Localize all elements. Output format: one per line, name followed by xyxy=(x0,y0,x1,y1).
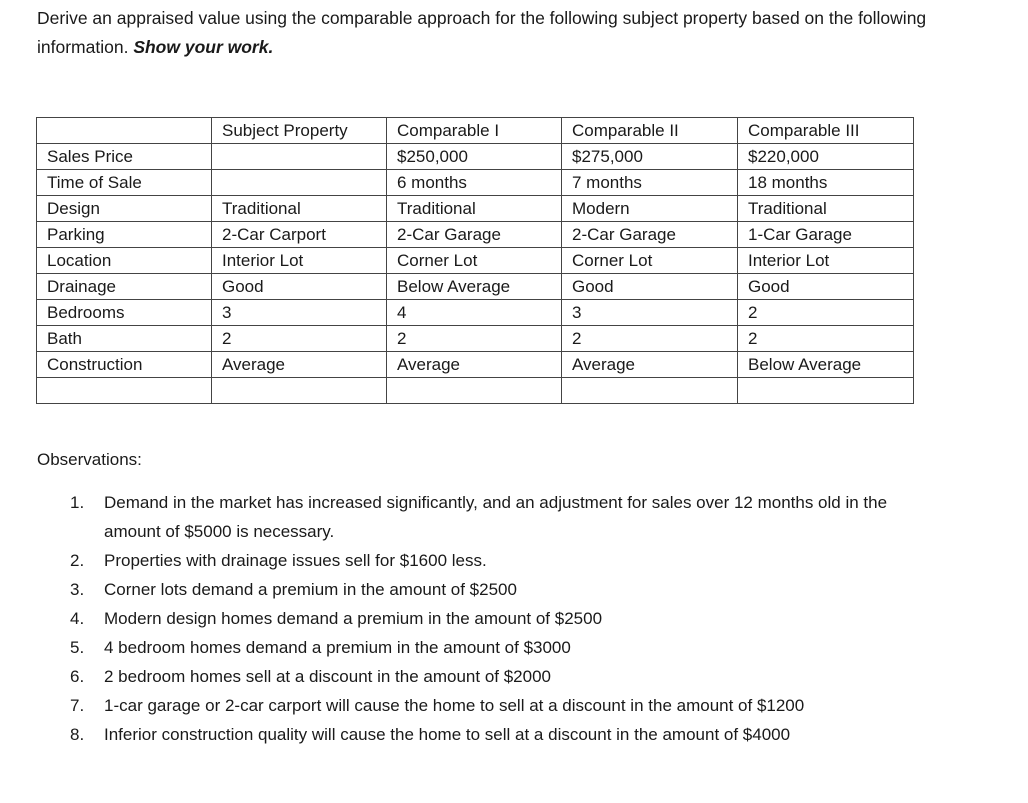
table-cell: $220,000 xyxy=(738,144,914,170)
table-header-row xyxy=(37,118,914,144)
observations-title: Observations: xyxy=(37,450,142,469)
table-cell: $275,000 xyxy=(562,144,738,170)
observation-number: 2. xyxy=(70,551,85,570)
observation-number: 5. xyxy=(70,638,85,657)
table-cell: Interior Lot xyxy=(212,248,387,274)
table-cell: Traditional xyxy=(387,196,562,222)
table-cell: 2 xyxy=(738,300,914,326)
intro-paragraph xyxy=(37,4,937,62)
observation-item xyxy=(70,575,930,604)
table-cell: Design xyxy=(37,196,212,222)
observation-item xyxy=(70,604,930,633)
table-cell: Location xyxy=(37,248,212,274)
observation-item xyxy=(70,633,930,662)
table-cell: 2-Car Garage xyxy=(562,222,738,248)
observation-number: 1. xyxy=(70,493,85,512)
table-cell: 2 xyxy=(738,326,914,352)
table-cell: 2 xyxy=(212,326,387,352)
table-row xyxy=(37,222,914,248)
observation-text: 1-car garage or 2-car carport will cause the home to sell at a discount in the amount of $1200 xyxy=(104,696,805,715)
observation-text: 2 bedroom homes sell at a discount in the amount of $2000 xyxy=(104,667,552,686)
table-row xyxy=(37,144,914,170)
table-cell xyxy=(562,378,738,404)
table-cell: 3 xyxy=(212,300,387,326)
table-cell: Bedrooms xyxy=(37,300,212,326)
table-cell: $250,000 xyxy=(387,144,562,170)
table-cell: Bath xyxy=(37,326,212,352)
table-cell: Corner Lot xyxy=(387,248,562,274)
table-header-cell: Comparable I xyxy=(387,118,562,144)
observation-item xyxy=(70,691,930,720)
table-cell: Good xyxy=(212,274,387,300)
observation-number: 6. xyxy=(70,667,85,686)
observation-number: 8. xyxy=(70,725,85,744)
table-cell: Interior Lot xyxy=(738,248,914,274)
comparables-table xyxy=(36,117,914,404)
table-row xyxy=(37,196,914,222)
table-cell: Sales Price xyxy=(37,144,212,170)
observation-text: Demand in the market has increased significantly, and an adjustment for sales over 12 months old in the amount of $5000 is necessary. xyxy=(104,493,888,541)
observation-item xyxy=(70,546,930,575)
observation-item xyxy=(70,662,930,691)
table-row xyxy=(37,170,914,196)
table-cell: Average xyxy=(212,352,387,378)
table-header-cell xyxy=(37,118,212,144)
observations-list xyxy=(70,488,930,749)
intro-emphasis: Show your work. xyxy=(133,37,274,57)
table-cell: Good xyxy=(738,274,914,300)
table-cell: Drainage xyxy=(37,274,212,300)
table-cell: 2-Car Garage xyxy=(387,222,562,248)
table-cell: Construction xyxy=(37,352,212,378)
table-cell: 7 months xyxy=(562,170,738,196)
table-cell: 2 xyxy=(387,326,562,352)
table-cell: Average xyxy=(562,352,738,378)
table-header-cell: Comparable III xyxy=(738,118,914,144)
table-cell: Below Average xyxy=(738,352,914,378)
intro-text: Derive an appraised value using the comparable approach for the following subject property based on the following information. xyxy=(37,8,927,57)
table-cell xyxy=(212,378,387,404)
table-cell xyxy=(212,170,387,196)
table-row xyxy=(37,352,914,378)
table-cell: 1-Car Garage xyxy=(738,222,914,248)
table-row xyxy=(37,326,914,352)
observation-item xyxy=(70,720,930,749)
table-row xyxy=(37,248,914,274)
observation-text: Corner lots demand a premium in the amount of $2500 xyxy=(104,580,517,599)
table-cell: Modern xyxy=(562,196,738,222)
table-cell: Traditional xyxy=(212,196,387,222)
table-cell: 4 xyxy=(387,300,562,326)
observation-text: Inferior construction quality will cause the home to sell at a discount in the amount of $4000 xyxy=(104,725,791,744)
table-row xyxy=(37,378,914,404)
table-cell xyxy=(212,144,387,170)
table-cell: Average xyxy=(387,352,562,378)
table-cell xyxy=(387,378,562,404)
table-cell: Time of Sale xyxy=(37,170,212,196)
table-cell: 6 months xyxy=(387,170,562,196)
table-cell xyxy=(738,378,914,404)
observation-text: Modern design homes demand a premium in the amount of $2500 xyxy=(104,609,603,628)
observation-number: 7. xyxy=(70,696,85,715)
table-cell: 3 xyxy=(562,300,738,326)
table-header-cell: Subject Property xyxy=(212,118,387,144)
table-header-cell: Comparable II xyxy=(562,118,738,144)
table-cell: Good xyxy=(562,274,738,300)
observation-text: Properties with drainage issues sell for $1600 less. xyxy=(104,551,487,570)
table-cell: Below Average xyxy=(387,274,562,300)
table-cell: Corner Lot xyxy=(562,248,738,274)
table-row xyxy=(37,274,914,300)
table-cell: 2 xyxy=(562,326,738,352)
table-cell: Traditional xyxy=(738,196,914,222)
observation-text: 4 bedroom homes demand a premium in the amount of $3000 xyxy=(104,638,571,657)
observation-number: 4. xyxy=(70,609,85,628)
observation-item xyxy=(70,488,930,546)
table-row xyxy=(37,300,914,326)
table-cell xyxy=(37,378,212,404)
table-cell: 2-Car Carport xyxy=(212,222,387,248)
observation-number: 3. xyxy=(70,580,85,599)
table-cell: Parking xyxy=(37,222,212,248)
table-cell: 18 months xyxy=(738,170,914,196)
